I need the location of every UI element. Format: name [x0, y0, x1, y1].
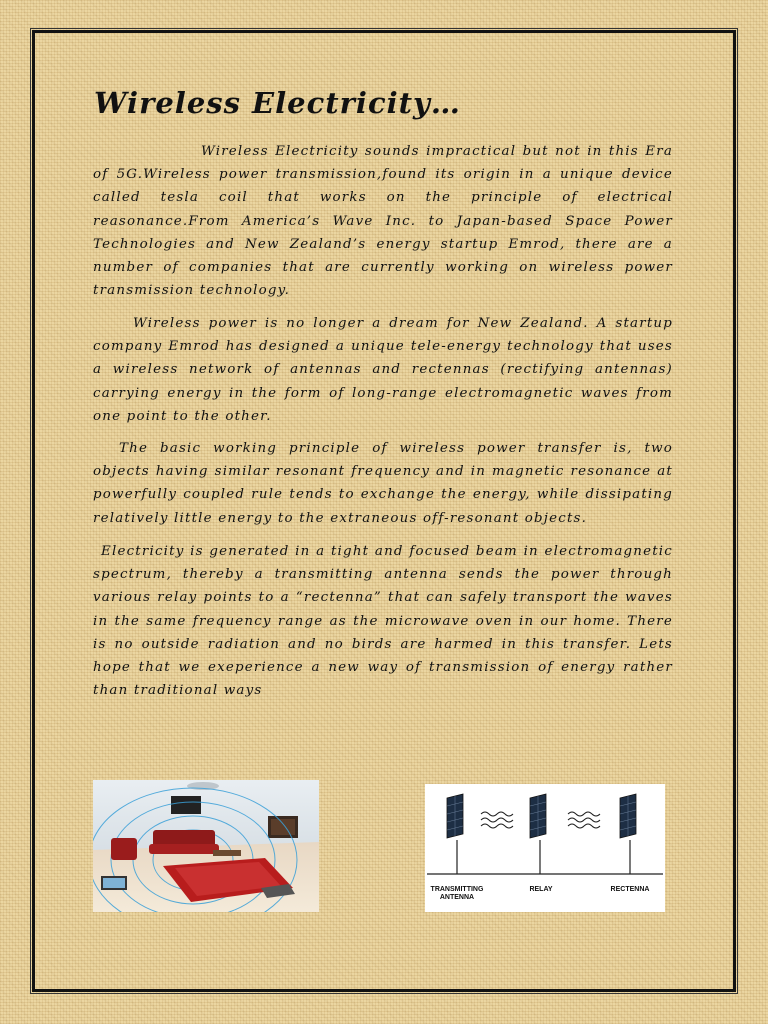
label-transmitting-antenna [425, 886, 489, 902]
label-relay: RELAY [529, 886, 553, 893]
paragraph-principle: The basic working principle of wireless power transfer is, two objects having similar resonant frequency and in magnetic resonance at powerfully coupled rule tends to exchange the energy, while dissipating relatively little energy to the extraneous off-resonant objects. [93, 441, 673, 526]
label-transmitting-line2: ANTENNA [439, 894, 475, 901]
wave-icon [481, 812, 513, 828]
paragraph-transmission: Electricity is generated in a tight and focused beam in electromagnetic spectrum, thereby a transmitting antenna sends the power through various relay points to a “rectenna” that can safely transport the waves in the same frequency range as the microwave oven in our home. There is no outside radiation and no birds are harmed in this transfer. Lets hope that we exeperience a new way of transmission of energy rather than traditional ways [93, 544, 673, 699]
paragraph-emrod: Wireless power is no longer a dream for New Zealand. A startup company Emrod has designed a unique tele-energy technology that uses a wireless network of antennas and rectennas (rectifying antennas) carrying energy in the form of long-range electromagnetic waves from one point to the other. [93, 316, 673, 424]
transmitting-antenna-icon [447, 794, 463, 874]
label-transmitting-line1: TRANSMITTING [430, 886, 484, 893]
label-rectenna: RECTENNA [610, 886, 650, 893]
page-title: Wireless Electricity… [94, 86, 461, 120]
antenna-relay-diagram [425, 784, 665, 912]
living-room-illustration [93, 780, 319, 912]
relay-antenna-icon [530, 794, 546, 874]
wave-icon [568, 812, 600, 828]
rectenna-antenna-icon [620, 794, 636, 874]
paragraph-intro: Wireless Electricity sounds impractical but not in this Era of 5G.Wireless power transmission,found its origin in a unique device called tesla coil that works on the principle of electrical reasonance.From America’s Wave Inc. to Japan-based Space Power Technologies and New Zealand’s energy startup Emrod, there are a number of companies that are currently working on wireless power transmission technology. [93, 144, 673, 299]
living-room-image [93, 780, 319, 912]
